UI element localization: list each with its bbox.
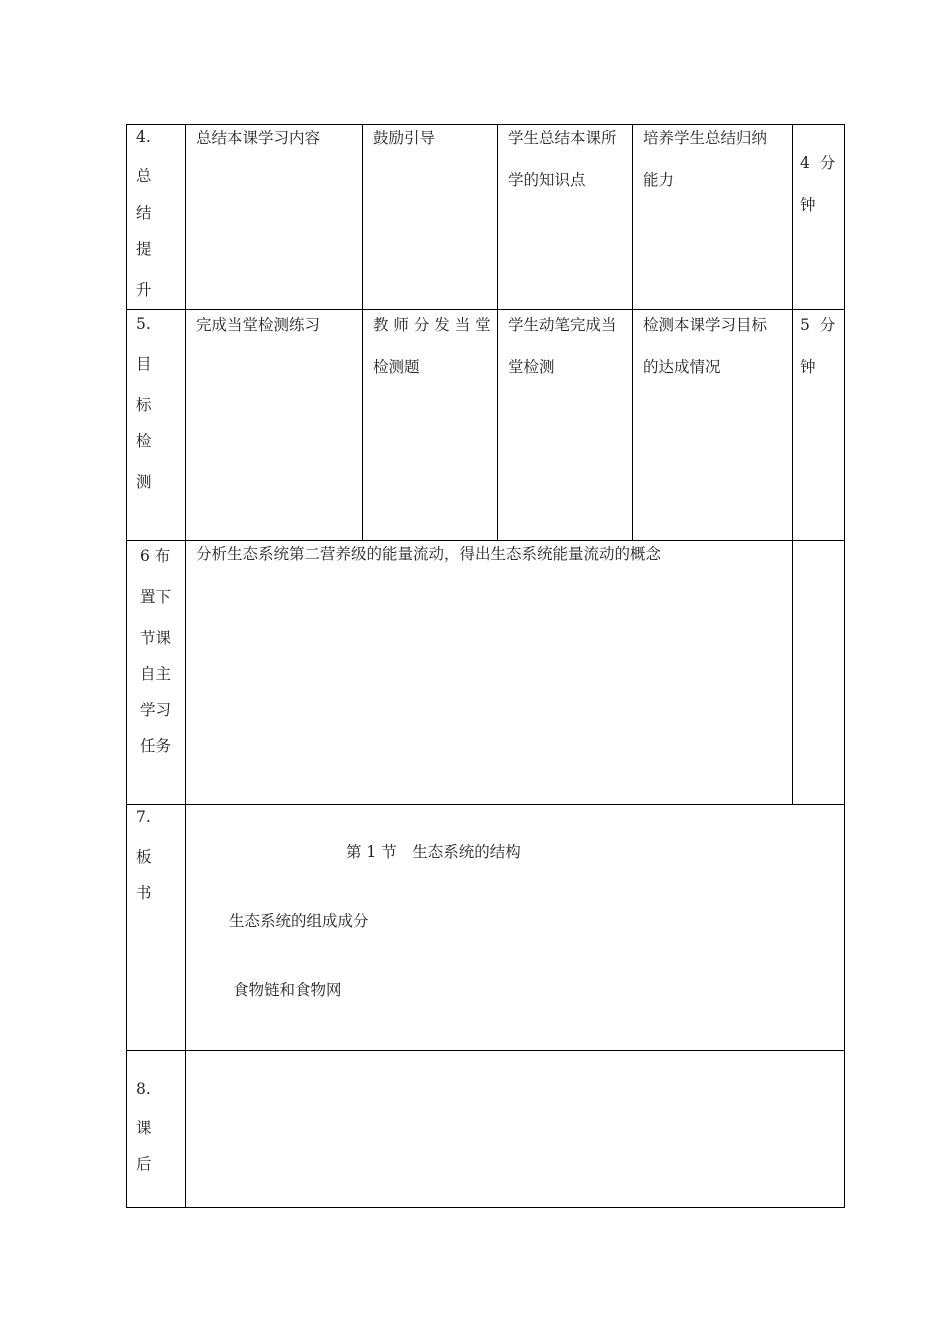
teacher-cell-line: 教 师 分 发 当 堂: [373, 316, 491, 334]
student-cell-line: 堂检测: [508, 358, 555, 376]
student-cell-line: 学的知识点: [508, 171, 586, 189]
label-char: 4.: [136, 128, 151, 146]
row-divider: [126, 1050, 845, 1051]
table-border-top: [126, 124, 845, 125]
table-border-bottom: [126, 1207, 845, 1208]
row-divider: [126, 804, 845, 805]
content-cell: 完成当堂检测练习: [196, 316, 321, 334]
label-char: 学习: [140, 701, 172, 719]
label-char: 5.: [136, 315, 151, 333]
row-divider: [126, 540, 845, 541]
time-cell-line: 钟: [800, 196, 816, 214]
purpose-cell-line: 检测本课学习目标: [643, 316, 768, 334]
label-char: 节课: [140, 629, 172, 647]
label-char: 标: [136, 396, 152, 414]
label-char: 任务: [140, 737, 172, 755]
time-cell-line: 钟: [800, 358, 816, 376]
column-divider: [632, 124, 633, 540]
column-divider: [497, 124, 498, 540]
label-char: 板: [136, 848, 152, 866]
purpose-cell-line: 能力: [643, 171, 675, 189]
row-divider: [126, 309, 845, 310]
label-char: 8.: [136, 1080, 151, 1098]
table-border-right: [844, 124, 845, 1208]
label-char: 6 布: [140, 547, 171, 565]
student-cell-line: 学生动笔完成当: [508, 316, 617, 334]
label-char: 7.: [136, 808, 151, 826]
purpose-cell-line: 培养学生总结归纳: [643, 129, 768, 147]
label-char: 书: [136, 884, 152, 902]
teacher-cell-line: 检测题: [373, 358, 420, 376]
time-cell-line: 5 分: [800, 316, 836, 334]
time-cell-line: 4 分: [800, 154, 836, 172]
teacher-cell: 鼓励引导: [373, 129, 436, 147]
label-char: 后: [136, 1155, 152, 1173]
label-char: 目: [136, 355, 152, 373]
column-divider: [792, 124, 793, 805]
content-cell: 总结本课学习内容: [196, 129, 321, 147]
student-cell-line: 学生总结本课所: [508, 129, 617, 147]
board-item: 生态系统的组成成分: [229, 912, 369, 930]
content-cell: 分析生态系统第二营养级的能量流动，得出生态系统能量流动的概念: [196, 545, 662, 563]
label-char: 提: [136, 240, 152, 258]
table-border-left: [126, 124, 127, 1208]
label-char: 总: [136, 167, 152, 185]
board-item: 食物链和食物网: [233, 981, 342, 999]
label-char: 测: [136, 473, 152, 491]
purpose-cell-line: 的达成情况: [643, 358, 721, 376]
label-char: 结: [136, 204, 152, 222]
label-char: 课: [136, 1119, 152, 1137]
board-heading: 第 1 节 生态系统的结构: [346, 843, 521, 861]
label-char: 升: [136, 281, 152, 299]
label-char: 置下: [140, 588, 172, 606]
column-divider: [185, 124, 186, 1208]
label-char: 检: [136, 432, 152, 450]
label-char: 自主: [140, 665, 172, 683]
column-divider: [362, 124, 363, 540]
